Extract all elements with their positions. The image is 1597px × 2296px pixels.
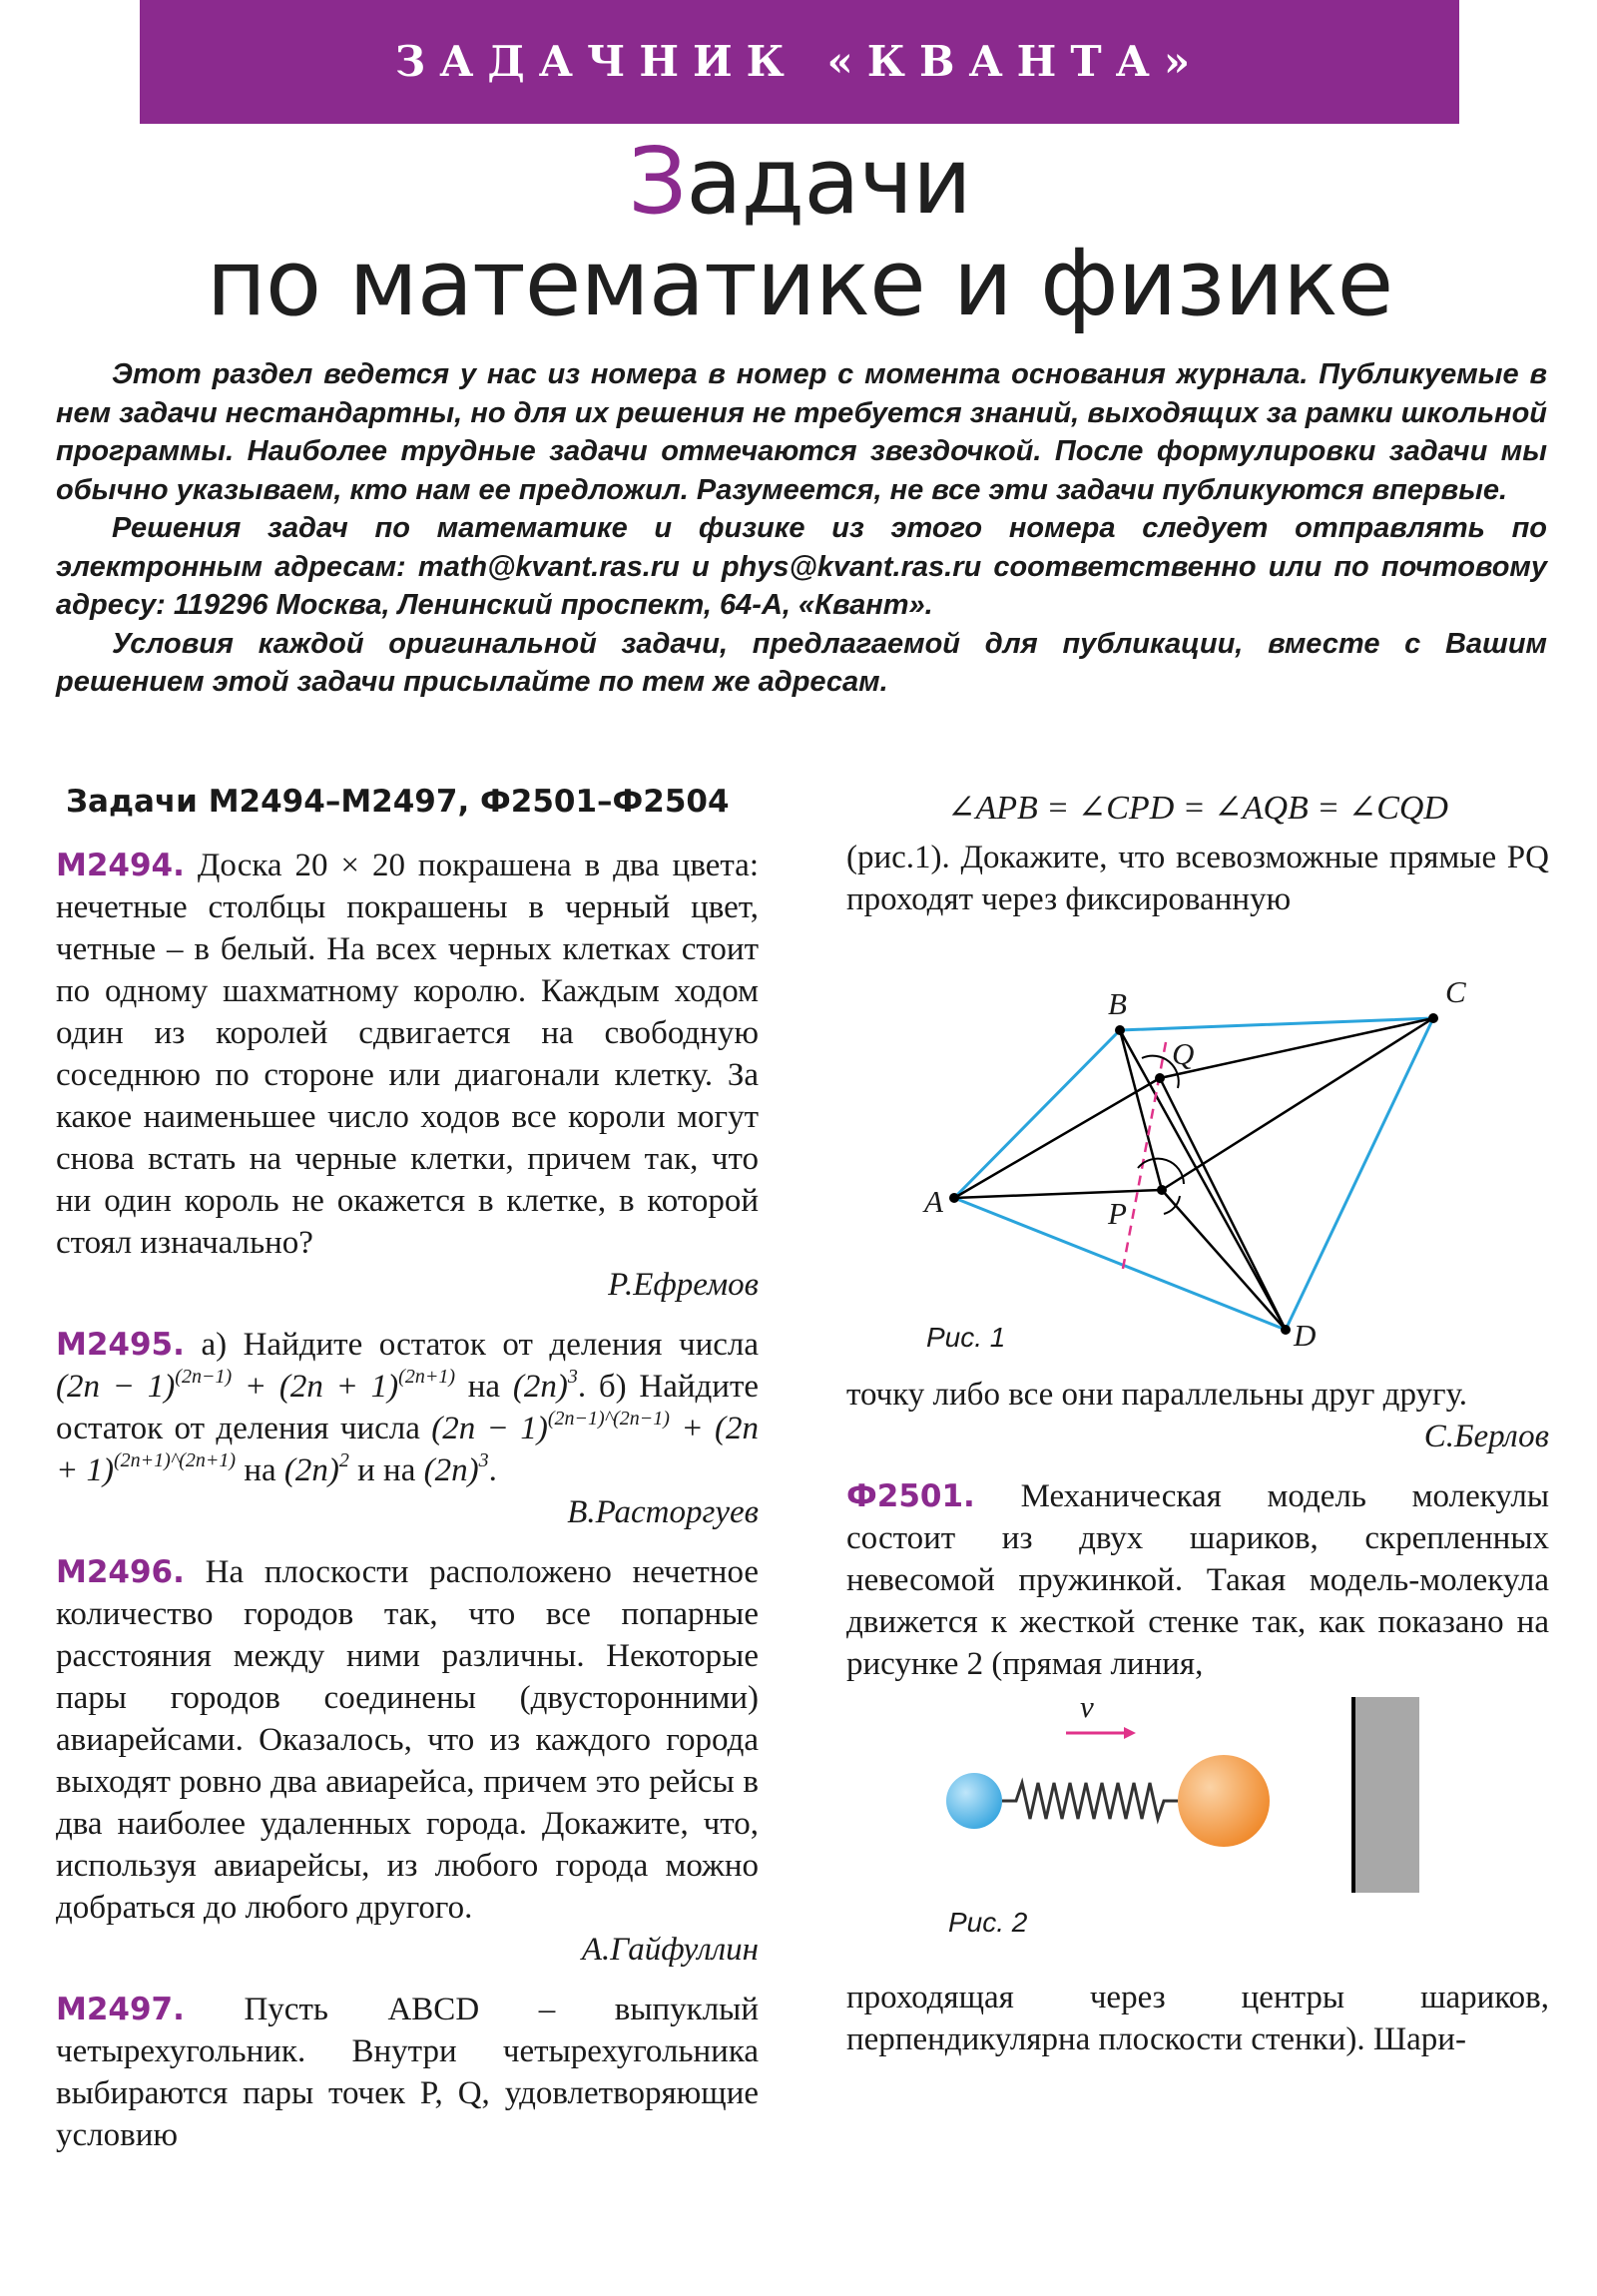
- math-expression: $(2n - 1)^{(2n-1)\^{}(2n-1)} + (2n + 1)^{(2n+1)\^{}(2n+1)}$: [56, 1408, 759, 1488]
- quadrilateral-diagram: [846, 934, 1549, 1364]
- title-initial: З: [628, 128, 687, 235]
- segment-bd: [1120, 1030, 1286, 1330]
- problem-text: а) Найдите остаток от деления числа: [201, 1327, 759, 1363]
- left-column: [56, 781, 759, 2174]
- header-band: ЗАДАЧНИК «КВАНТА»: [140, 0, 1459, 124]
- figure-1: [846, 934, 1549, 1364]
- segment-aq: [954, 1078, 1160, 1198]
- math-expression: $(2n)^2$: [283, 1449, 349, 1488]
- point-d: [1281, 1325, 1291, 1335]
- problem-m2494: [56, 845, 759, 1306]
- point-a: [949, 1193, 959, 1203]
- segment-ap: [954, 1190, 1162, 1198]
- point-c: [1428, 1013, 1438, 1023]
- problem-author: С.Берлов: [1423, 1419, 1549, 1454]
- problem-author: В.Расторгуев: [567, 1494, 759, 1530]
- label-a: A: [924, 1184, 943, 1219]
- problem-text: б) Найдите остаток от деления числа: [56, 1369, 760, 1446]
- velocity-label: v: [1080, 1689, 1094, 1724]
- figure-caption: Рис. 2: [948, 1907, 1028, 1938]
- small-ball: [946, 1773, 1002, 1829]
- segment-dp: [1162, 1190, 1286, 1330]
- problem-id: М2497.: [56, 1992, 185, 2027]
- angle-equation: ∠APB = ∠CPD = ∠AQB = ∠CQD: [947, 790, 1448, 827]
- label-d: D: [1294, 1318, 1317, 1353]
- wall: [1353, 1697, 1419, 1893]
- intro-paragraph: Этот раздел ведется у нас из номера в номер с момента основания журнала. Публикуемые в нем задачи нестандартны, но для их решения не требуется знаний, выходящих за рамки школьной программы. Наиболее трудные задачи отмечаются звездочкой. После формулировки задачи мы обычно указываем, кто нам ее предложил. Разумеется, не все эти задачи публикуются впервые.: [56, 358, 1547, 506]
- problem-m2497: [56, 1989, 759, 2156]
- label-c: C: [1445, 974, 1466, 1009]
- label-p: P: [1108, 1196, 1127, 1231]
- wall-edge: [1419, 1697, 1441, 1893]
- problem-id: М2495.: [56, 1327, 185, 1363]
- problem-f2501: [846, 1475, 1549, 1685]
- page-subtitle: по математике и физике: [206, 230, 1393, 336]
- point-q: [1155, 1073, 1165, 1083]
- section-title: Задачи М2494–М2497, Ф2501–Ф2504: [66, 784, 730, 820]
- big-ball: [1178, 1755, 1270, 1847]
- point-b: [1115, 1025, 1125, 1035]
- problem-id: Ф2501.: [846, 1478, 975, 1514]
- title-rest: адачи: [686, 128, 971, 235]
- problem-text: Механическая модель молекулы состоит из двух шариков, скрепленных невесомой пружинкой. Такая модель-молекула движется к жесткой стенке так, как показано на рисунке 2 (прямая линия,: [846, 1478, 1549, 1682]
- figure-caption: Рис. 1: [926, 1322, 1006, 1353]
- problem-text: Пусть ABCD – выпуклый четырехугольник. Внутри четырехугольника выбираются пары точек P, Q, удовлетворяющие условию: [56, 1992, 760, 2153]
- intro-paragraph: Решения задач по математике и физике из этого номера следует отправлять по электронным адресам: math@kvant.ras.ru и phys@kvant.ras.ru соответственно или по почтовому адресу: 119296 Москва, Ленинский проспект, 64-А, «Квант».: [56, 512, 1547, 621]
- angle-arc-p2: [1164, 1196, 1180, 1214]
- problem-author: А.Гайфуллин: [581, 1932, 759, 1968]
- spring: [1002, 1783, 1178, 1819]
- intro-paragraph: Условия каждой оригинальной задачи, предлагаемой для публикации, вместе с Вашим решением этой задачи присылайте по тем же адресам.: [56, 627, 1547, 698]
- right-column: [846, 781, 1549, 2060]
- label-b: B: [1108, 986, 1127, 1021]
- intro-block: [56, 355, 1547, 702]
- problem-text: точку либо все они параллельны друг другу.: [846, 1377, 1468, 1413]
- label-q: Q: [1172, 1036, 1195, 1071]
- math-expression: $(2n)^3$: [423, 1449, 489, 1488]
- velocity-arrowhead: [1124, 1727, 1136, 1739]
- problem-m2495: М2495. а) Найдите остаток от деления числа $(2n - 1)^{(2n-1)} + (2n + 1)^{(2n+1)}$ на $(2n)^3$. б) Найдите остаток от деления числа $(2n - 1)^{(2n-1)\^{}(2n-1)} + (2n + 1)^{(2n+1)\^{}(2n+1)}$ на $(2n)^2$ и на $(2n)^3$. В.Расторгуев: [56, 1324, 759, 1533]
- point-p: [1157, 1185, 1167, 1195]
- problem-text: (рис.1). Докажите, что всевозможные прямые PQ проходят через фиксированную: [846, 840, 1549, 917]
- math-expression: $(2n)^3$: [512, 1366, 578, 1405]
- problem-text: проходящая через центры шариков, перпендикулярна плоскости стенки). Шари-: [846, 1980, 1549, 2057]
- page-title: [140, 130, 1459, 234]
- figure-2: [846, 1689, 1549, 1969]
- problem-author: Р.Ефремов: [608, 1267, 759, 1303]
- problem-text: Доска 20 × 20 покрашена в два цвета: нечетные столбцы покрашены в черный цвет, четные – в белый. На всех черных клетках стоит по одному шахматному королю. Каждым ходом один из королей сдвигается на свободную соседнюю по стороне или диагонали клетку. За какое наименьшее число ходов все короли могут снова встать на черные клетки, причем так, что ни один король не окажется в клетке, в которой стоял изначально?: [56, 848, 759, 1261]
- problem-id: М2494.: [56, 848, 185, 883]
- problem-m2496: [56, 1551, 759, 1971]
- problem-id: М2496.: [56, 1554, 185, 1590]
- segment-dq: [1160, 1078, 1286, 1330]
- problem-text: На плоскости расположено нечетное количество городов так, что все попарные расстояния между ними различны. Некоторые пары городов соединены (двусторонними) авиарейсами. Оказалось, что из каждого города выходят ровно два авиарейса, причем это рейсы в два наиболее удаленных города. Докажите, что, используя авиарейсы, из любого города можно добраться до любого другого.: [56, 1554, 760, 1926]
- math-expression: $(2n - 1)^{(2n-1)} + (2n + 1)^{(2n+1)}$: [56, 1366, 455, 1405]
